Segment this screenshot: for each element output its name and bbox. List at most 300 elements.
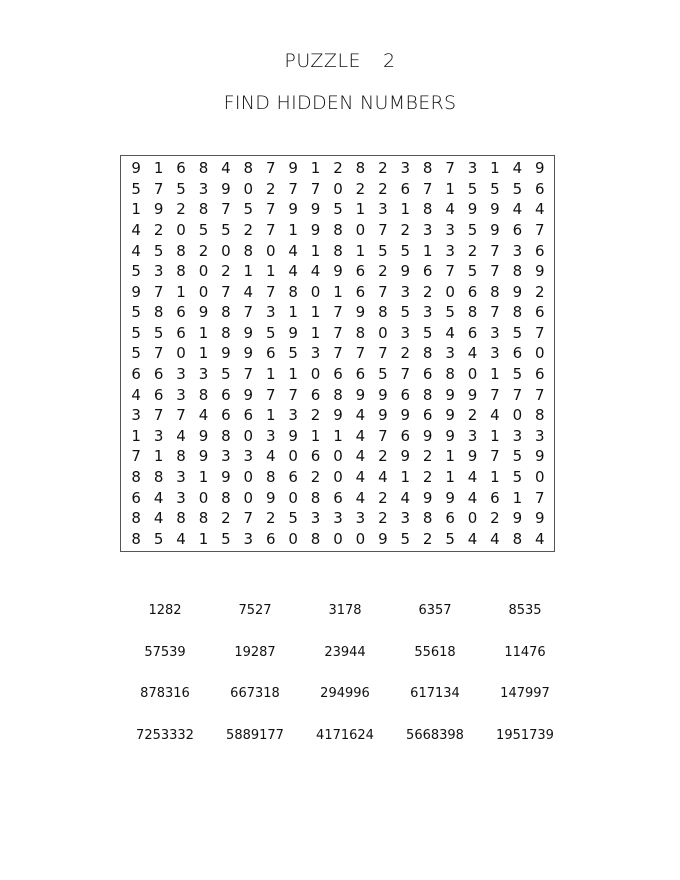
- grid-cell[interactable]: 1: [198, 529, 209, 548]
- grid-cell[interactable]: 3: [445, 241, 455, 260]
- grid-cell[interactable]: 3: [176, 385, 186, 404]
- grid-cell[interactable]: 7: [490, 241, 500, 260]
- grid-cell[interactable]: 4: [400, 488, 411, 507]
- grid-cell[interactable]: 0: [265, 241, 276, 260]
- grid-cell[interactable]: 5: [467, 262, 478, 281]
- grid-cell[interactable]: 6: [535, 365, 545, 384]
- grid-cell[interactable]: 2: [400, 221, 411, 240]
- grid-cell[interactable]: 3: [512, 241, 523, 260]
- grid-cell[interactable]: 3: [176, 467, 186, 486]
- grid-cell[interactable]: 2: [198, 241, 209, 260]
- grid-cell[interactable]: 9: [445, 406, 455, 425]
- grid-cell[interactable]: 6: [512, 221, 523, 240]
- grid-cell[interactable]: 5: [153, 323, 164, 342]
- grid-cell[interactable]: 0: [467, 365, 478, 384]
- grid-cell[interactable]: 4: [445, 200, 455, 219]
- grid-cell[interactable]: 7: [490, 303, 500, 322]
- grid-cell[interactable]: 5: [198, 221, 209, 240]
- grid-cell[interactable]: 6: [422, 262, 433, 281]
- grid-cell[interactable]: 8: [333, 221, 343, 240]
- grid-cell[interactable]: 8: [176, 447, 186, 466]
- grid-cell[interactable]: 9: [467, 200, 478, 219]
- grid-cell[interactable]: 5: [153, 241, 164, 260]
- grid-cell[interactable]: 4: [490, 529, 500, 548]
- grid-cell[interactable]: 1: [265, 365, 276, 384]
- grid-cell[interactable]: 6: [512, 344, 523, 363]
- grid-cell[interactable]: 9: [288, 426, 298, 445]
- grid-cell[interactable]: 6: [535, 303, 545, 322]
- grid-cell[interactable]: 0: [243, 488, 254, 507]
- grid-cell[interactable]: 7: [265, 200, 276, 219]
- grid-cell[interactable]: 9: [153, 200, 164, 219]
- grid-cell[interactable]: 6: [153, 365, 164, 384]
- grid-cell[interactable]: 1: [176, 282, 186, 301]
- grid-cell[interactable]: 8: [422, 159, 433, 178]
- grid-cell[interactable]: 1: [422, 241, 433, 260]
- grid-cell[interactable]: 7: [265, 282, 276, 301]
- grid-cell[interactable]: 4: [131, 241, 141, 260]
- grid-cell[interactable]: 5: [176, 179, 186, 198]
- grid-cell[interactable]: 6: [221, 385, 231, 404]
- grid-cell[interactable]: 1: [355, 241, 366, 260]
- grid-cell[interactable]: 0: [310, 282, 321, 301]
- grid-cell[interactable]: 7: [243, 509, 254, 528]
- grid-cell[interactable]: 4: [490, 406, 500, 425]
- grid-cell[interactable]: 3: [265, 303, 276, 322]
- grid-cell[interactable]: 9: [490, 200, 500, 219]
- grid-cell[interactable]: 5: [153, 529, 164, 548]
- grid-cell[interactable]: 6: [333, 365, 343, 384]
- grid-cell[interactable]: 6: [355, 365, 366, 384]
- grid-cell[interactable]: 4: [355, 467, 366, 486]
- grid-cell[interactable]: 6: [243, 406, 254, 425]
- grid-cell[interactable]: 5: [378, 365, 388, 384]
- grid-cell[interactable]: 9: [445, 488, 455, 507]
- grid-cell[interactable]: 3: [176, 365, 186, 384]
- grid-cell[interactable]: 5: [131, 303, 141, 322]
- grid-cell[interactable]: 3: [355, 509, 366, 528]
- grid-cell[interactable]: 2: [378, 262, 388, 281]
- grid-cell[interactable]: 8: [422, 509, 433, 528]
- grid-cell[interactable]: 4: [535, 529, 545, 548]
- grid-cell[interactable]: 1: [265, 262, 276, 281]
- grid-cell[interactable]: 6: [310, 447, 321, 466]
- grid-cell[interactable]: 8: [153, 467, 164, 486]
- grid-cell[interactable]: 1: [198, 344, 209, 363]
- grid-cell[interactable]: 0: [333, 529, 343, 548]
- grid-cell[interactable]: 4: [288, 262, 298, 281]
- grid-cell[interactable]: 7: [490, 447, 500, 466]
- grid-cell[interactable]: 2: [378, 488, 388, 507]
- grid-cell[interactable]: 3: [422, 303, 433, 322]
- grid-cell[interactable]: 8: [535, 406, 545, 425]
- grid-cell[interactable]: 6: [176, 303, 186, 322]
- grid-cell[interactable]: 2: [378, 447, 388, 466]
- grid-cell[interactable]: 3: [288, 406, 298, 425]
- grid-cell[interactable]: 3: [243, 447, 254, 466]
- grid-cell[interactable]: 8: [176, 262, 186, 281]
- grid-cell[interactable]: 7: [333, 303, 343, 322]
- grid-cell[interactable]: 0: [176, 344, 186, 363]
- grid-cell[interactable]: 5: [378, 241, 388, 260]
- grid-cell[interactable]: 6: [310, 385, 321, 404]
- grid-cell[interactable]: 0: [535, 467, 545, 486]
- grid-cell[interactable]: 8: [310, 529, 321, 548]
- grid-cell[interactable]: 7: [355, 344, 366, 363]
- grid-cell[interactable]: 6: [490, 488, 500, 507]
- grid-cell[interactable]: 7: [288, 179, 298, 198]
- grid-cell[interactable]: 5: [445, 303, 455, 322]
- grid-cell[interactable]: 8: [221, 488, 231, 507]
- grid-cell[interactable]: 7: [535, 323, 545, 342]
- grid-cell[interactable]: 8: [512, 303, 523, 322]
- grid-cell[interactable]: 1: [333, 282, 343, 301]
- grid-cell[interactable]: 9: [355, 385, 366, 404]
- grid-cell[interactable]: 1: [445, 467, 455, 486]
- grid-cell[interactable]: 2: [378, 179, 388, 198]
- grid-cell[interactable]: 6: [400, 385, 411, 404]
- grid-cell[interactable]: 1: [198, 467, 209, 486]
- grid-cell[interactable]: 2: [467, 406, 478, 425]
- grid-cell[interactable]: 6: [535, 179, 545, 198]
- grid-cell[interactable]: 4: [467, 344, 478, 363]
- grid-cell[interactable]: 9: [221, 344, 231, 363]
- grid-cell[interactable]: 5: [512, 323, 523, 342]
- grid-cell[interactable]: 9: [422, 488, 433, 507]
- grid-cell[interactable]: 4: [310, 262, 321, 281]
- grid-cell[interactable]: 9: [512, 509, 523, 528]
- grid-cell[interactable]: 1: [198, 323, 209, 342]
- grid-cell[interactable]: 4: [153, 488, 164, 507]
- grid-cell[interactable]: 7: [153, 344, 164, 363]
- grid-cell[interactable]: 7: [176, 406, 186, 425]
- grid-cell[interactable]: 0: [176, 221, 186, 240]
- grid-cell[interactable]: 2: [378, 509, 388, 528]
- grid-cell[interactable]: 4: [243, 282, 254, 301]
- grid-cell[interactable]: 9: [535, 262, 545, 281]
- grid-cell[interactable]: 3: [467, 426, 478, 445]
- grid-cell[interactable]: 7: [378, 344, 388, 363]
- grid-cell[interactable]: 2: [265, 509, 276, 528]
- grid-cell[interactable]: 7: [445, 262, 455, 281]
- grid-cell[interactable]: 5: [221, 365, 231, 384]
- grid-cell[interactable]: 4: [288, 241, 298, 260]
- grid-cell[interactable]: 6: [265, 529, 276, 548]
- grid-cell[interactable]: 1: [490, 467, 500, 486]
- grid-cell[interactable]: 4: [355, 488, 366, 507]
- grid-cell[interactable]: 9: [535, 509, 545, 528]
- grid-cell[interactable]: 2: [422, 529, 433, 548]
- grid-cell[interactable]: 9: [198, 303, 209, 322]
- grid-cell[interactable]: 7: [288, 385, 298, 404]
- grid-cell[interactable]: 8: [445, 365, 455, 384]
- grid-cell[interactable]: 7: [265, 159, 276, 178]
- grid-cell[interactable]: 4: [355, 426, 366, 445]
- grid-cell[interactable]: 1: [265, 406, 276, 425]
- grid-cell[interactable]: 7: [221, 200, 231, 219]
- grid-cell[interactable]: 5: [131, 323, 141, 342]
- grid-cell[interactable]: 6: [400, 426, 411, 445]
- grid-cell[interactable]: 7: [378, 221, 388, 240]
- grid-cell[interactable]: 4: [378, 467, 388, 486]
- grid-cell[interactable]: 9: [310, 221, 321, 240]
- grid-cell[interactable]: 9: [243, 323, 254, 342]
- grid-cell[interactable]: 5: [131, 344, 141, 363]
- grid-cell[interactable]: 8: [355, 323, 366, 342]
- grid-cell[interactable]: 3: [243, 529, 254, 548]
- grid-cell[interactable]: 9: [422, 426, 433, 445]
- grid-cell[interactable]: 1: [310, 303, 321, 322]
- grid-cell[interactable]: 9: [131, 282, 141, 301]
- grid-cell[interactable]: 5: [467, 221, 478, 240]
- grid-cell[interactable]: 5: [512, 365, 523, 384]
- grid-cell[interactable]: 6: [355, 262, 366, 281]
- grid-cell[interactable]: 7: [243, 365, 254, 384]
- grid-cell[interactable]: 6: [467, 282, 478, 301]
- grid-cell[interactable]: 6: [400, 179, 411, 198]
- grid-cell[interactable]: 0: [221, 241, 231, 260]
- grid-cell[interactable]: 2: [490, 509, 500, 528]
- grid-cell[interactable]: 9: [535, 447, 545, 466]
- grid-cell[interactable]: 8: [512, 529, 523, 548]
- grid-cell[interactable]: 4: [355, 447, 366, 466]
- grid-cell[interactable]: 7: [153, 282, 164, 301]
- grid-cell[interactable]: 0: [243, 467, 254, 486]
- grid-cell[interactable]: 5: [131, 262, 141, 281]
- grid-cell[interactable]: 3: [310, 509, 321, 528]
- grid-cell[interactable]: 1: [310, 159, 321, 178]
- grid-cell[interactable]: 9: [288, 159, 298, 178]
- grid-cell[interactable]: 2: [221, 509, 231, 528]
- grid-cell[interactable]: 3: [422, 221, 433, 240]
- grid-cell[interactable]: 0: [512, 406, 523, 425]
- grid-cell[interactable]: 8: [176, 509, 186, 528]
- grid-cell[interactable]: 2: [310, 467, 321, 486]
- grid-cell[interactable]: 3: [490, 323, 500, 342]
- grid-cell[interactable]: 1: [490, 426, 500, 445]
- grid-cell[interactable]: 6: [131, 488, 141, 507]
- grid-cell[interactable]: 3: [153, 262, 164, 281]
- grid-cell[interactable]: 8: [131, 467, 141, 486]
- grid-cell[interactable]: 9: [445, 426, 455, 445]
- grid-cell[interactable]: 8: [153, 303, 164, 322]
- grid-cell[interactable]: 8: [333, 241, 343, 260]
- grid-cell[interactable]: 1: [310, 426, 321, 445]
- grid-cell[interactable]: 1: [288, 303, 298, 322]
- grid-cell[interactable]: 9: [131, 159, 141, 178]
- grid-cell[interactable]: 7: [490, 262, 500, 281]
- grid-cell[interactable]: 8: [288, 282, 298, 301]
- grid-cell[interactable]: 0: [288, 488, 298, 507]
- grid-cell[interactable]: 8: [512, 262, 523, 281]
- grid-cell[interactable]: 1: [310, 323, 321, 342]
- grid-cell[interactable]: 6: [221, 406, 231, 425]
- grid-cell[interactable]: 8: [131, 509, 141, 528]
- grid-cell[interactable]: 9: [243, 344, 254, 363]
- grid-cell[interactable]: 3: [198, 365, 209, 384]
- grid-cell[interactable]: 7: [243, 303, 254, 322]
- grid-cell[interactable]: 1: [310, 241, 321, 260]
- grid-cell[interactable]: 0: [535, 344, 545, 363]
- grid-cell[interactable]: 2: [422, 282, 433, 301]
- grid-cell[interactable]: 0: [198, 488, 209, 507]
- grid-cell[interactable]: 3: [445, 344, 455, 363]
- grid-cell[interactable]: 6: [176, 323, 186, 342]
- grid-cell[interactable]: 5: [265, 323, 276, 342]
- grid-cell[interactable]: 3: [535, 426, 545, 445]
- grid-cell[interactable]: 2: [422, 467, 433, 486]
- grid-cell[interactable]: 5: [400, 303, 411, 322]
- grid-cell[interactable]: 1: [153, 447, 164, 466]
- grid-cell[interactable]: 2: [176, 200, 186, 219]
- grid-cell[interactable]: 8: [131, 529, 141, 548]
- grid-cell[interactable]: 8: [422, 344, 433, 363]
- grid-cell[interactable]: 9: [490, 221, 500, 240]
- grid-cell[interactable]: 8: [221, 426, 231, 445]
- grid-cell[interactable]: 4: [176, 426, 186, 445]
- grid-cell[interactable]: 1: [400, 467, 411, 486]
- grid-cell[interactable]: 0: [333, 179, 343, 198]
- grid-cell[interactable]: 3: [310, 344, 321, 363]
- grid-cell[interactable]: 2: [355, 179, 366, 198]
- grid-cell[interactable]: 4: [467, 488, 478, 507]
- grid-cell[interactable]: 8: [221, 323, 231, 342]
- grid-cell[interactable]: 6: [355, 282, 366, 301]
- grid-cell[interactable]: 9: [400, 447, 411, 466]
- grid-cell[interactable]: 8: [198, 385, 209, 404]
- grid-cell[interactable]: 7: [378, 282, 388, 301]
- grid-cell[interactable]: 2: [153, 221, 164, 240]
- grid-cell[interactable]: 4: [355, 406, 366, 425]
- grid-cell[interactable]: 7: [265, 221, 276, 240]
- grid-cell[interactable]: 5: [400, 241, 411, 260]
- grid-cell[interactable]: 2: [221, 262, 231, 281]
- grid-cell[interactable]: 5: [512, 179, 523, 198]
- grid-cell[interactable]: 9: [198, 426, 209, 445]
- grid-cell[interactable]: 5: [131, 179, 141, 198]
- grid-cell[interactable]: 0: [445, 282, 455, 301]
- grid-cell[interactable]: 0: [333, 467, 343, 486]
- grid-cell[interactable]: 2: [333, 159, 343, 178]
- grid-cell[interactable]: 1: [355, 200, 366, 219]
- grid-cell[interactable]: 8: [467, 303, 478, 322]
- grid-cell[interactable]: 3: [221, 447, 231, 466]
- grid-cell[interactable]: 5: [243, 200, 254, 219]
- grid-cell[interactable]: 5: [400, 529, 411, 548]
- grid-cell[interactable]: 0: [333, 447, 343, 466]
- grid-cell[interactable]: 3: [378, 200, 388, 219]
- grid-cell[interactable]: 4: [467, 529, 478, 548]
- grid-cell[interactable]: 9: [445, 385, 455, 404]
- grid-cell[interactable]: 4: [512, 200, 523, 219]
- grid-cell[interactable]: 8: [221, 303, 231, 322]
- grid-cell[interactable]: 3: [467, 159, 478, 178]
- grid-cell[interactable]: 0: [243, 426, 254, 445]
- grid-cell[interactable]: 6: [422, 406, 433, 425]
- grid-cell[interactable]: 6: [176, 159, 186, 178]
- grid-cell[interactable]: 5: [288, 509, 298, 528]
- grid-cell[interactable]: 5: [490, 179, 500, 198]
- grid-cell[interactable]: 5: [512, 467, 523, 486]
- grid-cell[interactable]: 5: [512, 447, 523, 466]
- grid-cell[interactable]: 1: [131, 200, 141, 219]
- grid-cell[interactable]: 7: [535, 488, 545, 507]
- grid-cell[interactable]: 8: [490, 282, 500, 301]
- grid-cell[interactable]: 1: [445, 179, 455, 198]
- grid-cell[interactable]: 7: [265, 385, 276, 404]
- grid-cell[interactable]: 0: [310, 365, 321, 384]
- grid-cell[interactable]: 8: [243, 241, 254, 260]
- grid-cell[interactable]: 4: [221, 159, 231, 178]
- grid-cell[interactable]: 9: [333, 262, 343, 281]
- grid-cell[interactable]: 8: [198, 200, 209, 219]
- grid-cell[interactable]: 3: [400, 282, 411, 301]
- grid-cell[interactable]: 3: [153, 426, 164, 445]
- grid-cell[interactable]: 6: [445, 509, 455, 528]
- grid-cell[interactable]: 6: [467, 323, 478, 342]
- grid-cell[interactable]: 5: [288, 344, 298, 363]
- grid-cell[interactable]: 7: [333, 344, 343, 363]
- grid-cell[interactable]: 4: [512, 159, 523, 178]
- grid-cell[interactable]: 1: [131, 426, 141, 445]
- grid-cell[interactable]: 9: [288, 200, 298, 219]
- grid-cell[interactable]: 0: [288, 529, 298, 548]
- grid-cell[interactable]: 4: [535, 200, 545, 219]
- grid-cell[interactable]: 3: [333, 509, 343, 528]
- grid-cell[interactable]: 3: [131, 406, 141, 425]
- grid-cell[interactable]: 0: [378, 323, 388, 342]
- grid-cell[interactable]: 1: [333, 426, 343, 445]
- grid-cell[interactable]: 4: [131, 221, 141, 240]
- grid-cell[interactable]: 8: [176, 241, 186, 260]
- grid-cell[interactable]: 8: [265, 467, 276, 486]
- grid-cell[interactable]: 6: [422, 365, 433, 384]
- grid-cell[interactable]: 9: [378, 385, 388, 404]
- grid-cell[interactable]: 5: [422, 323, 433, 342]
- grid-cell[interactable]: 6: [265, 344, 276, 363]
- grid-cell[interactable]: 7: [310, 179, 321, 198]
- grid-cell[interactable]: 9: [467, 385, 478, 404]
- grid-cell[interactable]: 7: [422, 179, 433, 198]
- grid-cell[interactable]: 8: [243, 159, 254, 178]
- grid-cell[interactable]: 7: [333, 323, 343, 342]
- grid-cell[interactable]: 7: [131, 447, 141, 466]
- grid-cell[interactable]: 9: [198, 447, 209, 466]
- grid-cell[interactable]: 3: [400, 509, 411, 528]
- grid-cell[interactable]: 3: [400, 323, 411, 342]
- grid-cell[interactable]: 4: [131, 385, 141, 404]
- grid-cell[interactable]: 9: [355, 303, 366, 322]
- grid-cell[interactable]: 4: [265, 447, 276, 466]
- grid-cell[interactable]: 3: [400, 159, 411, 178]
- grid-cell[interactable]: 2: [422, 447, 433, 466]
- grid-cell[interactable]: 5: [445, 529, 455, 548]
- grid-cell[interactable]: 9: [288, 323, 298, 342]
- grid-cell[interactable]: 9: [535, 159, 545, 178]
- grid-cell[interactable]: 2: [535, 282, 545, 301]
- grid-cell[interactable]: 6: [288, 467, 298, 486]
- grid-cell[interactable]: 6: [333, 488, 343, 507]
- grid-cell[interactable]: 4: [176, 529, 186, 548]
- grid-cell[interactable]: 1: [288, 365, 298, 384]
- grid-cell[interactable]: 5: [467, 179, 478, 198]
- grid-cell[interactable]: 4: [153, 509, 164, 528]
- grid-cell[interactable]: 0: [355, 529, 366, 548]
- grid-cell[interactable]: 9: [243, 385, 254, 404]
- grid-cell[interactable]: 2: [310, 406, 321, 425]
- grid-cell[interactable]: 7: [535, 221, 545, 240]
- grid-cell[interactable]: 0: [198, 282, 209, 301]
